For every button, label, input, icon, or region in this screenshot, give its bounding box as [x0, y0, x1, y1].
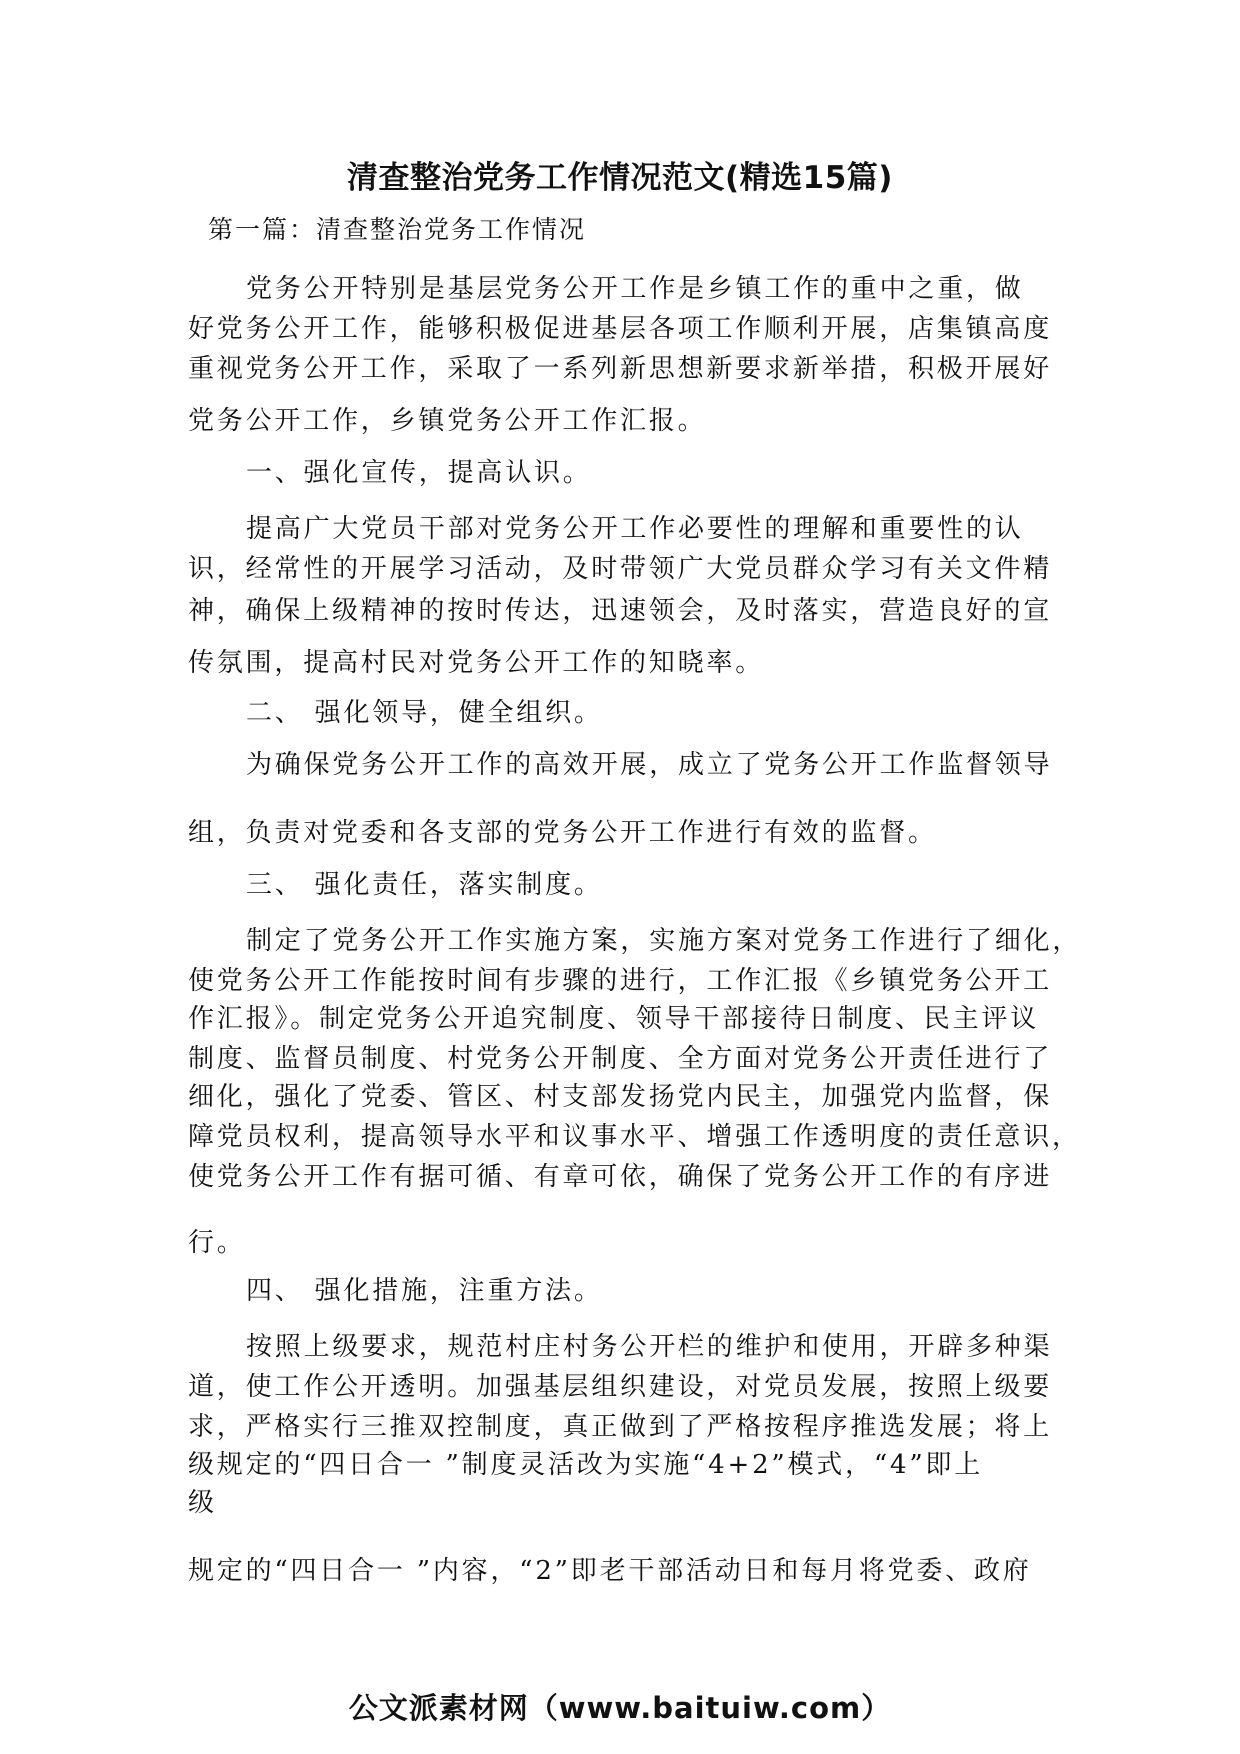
- text-line: 提高广大党员干部对党务公开工作必要性的理解和重要性的认: [246, 514, 1024, 544]
- text-line: 神，确保上级精神的按时传达，迅速领会，及时落实，营造良好的宣: [188, 596, 1053, 626]
- text-line: 规定的“四日合一 ”内容，“2”即老干部活动日和每月将党委、政府: [188, 1556, 1032, 1586]
- text-line: 障党员权利，提高领导水平和议事水平、增强工作透明度的责任意识，: [188, 1122, 1081, 1152]
- text-line: 级规定的“四日合一 ”制度灵活改为实施“4+2”模式，“4”即上: [188, 1450, 984, 1480]
- text-line: 作汇报》。制定党务公开追究制度、领导干部接待日制度、民主评议: [188, 1004, 1040, 1034]
- text-line: 组，负责对党委和各支部的党务公开工作进行有效的监督。: [188, 818, 937, 848]
- document-title: 清查整治党务工作情况范文(精选15篇): [347, 160, 893, 196]
- item-heading: 二、 强化领导，健全组织。: [246, 698, 603, 728]
- text-line: 细化，强化了党委、管区、村支部发扬党内民主，加强党内监督，保: [188, 1082, 1053, 1112]
- text-line: 制定了党务公开工作实施方案，实施方案对党务工作进行了细化，: [246, 926, 1082, 956]
- text-line: 道，使工作公开透明。加强基层组织建设，对党员发展，按照上级要: [188, 1372, 1053, 1402]
- text-line: 党务公开工作，乡镇党务公开工作汇报。: [188, 406, 707, 436]
- item-heading: 一、强化宣传，提高认识。: [246, 458, 592, 488]
- text-line: 好党务公开工作，能够积极促进基层各项工作顺利开展，店集镇高度: [188, 314, 1053, 344]
- text-line: 传氛围，提高村民对党务公开工作的知晓率。: [188, 648, 765, 678]
- item-heading: 四、 强化措施，注重方法。: [246, 1276, 603, 1306]
- footer-watermark: 公文派素材网（www.baituiw.com）: [348, 1691, 892, 1725]
- text-line: 求，严格实行三推双控制度，真正做到了严格按程序推选发展；将上: [188, 1412, 1053, 1442]
- text-line: 重视党务公开工作，采取了一系列新思想新要求新举措，积极开展好: [188, 354, 1053, 384]
- text-line: 识，经常性的开展学习活动，及时带领广大党员群众学习有关文件精: [188, 554, 1053, 584]
- item-heading: 三、 强化责任，落实制度。: [246, 870, 603, 900]
- text-line: 党务公开特别是基层党务公开工作是乡镇工作的重中之重，做: [246, 274, 1024, 304]
- section-heading: 第一篇：清查整治党务工作情况: [208, 215, 587, 244]
- text-line: 为确保党务公开工作的高效开展，成立了党务公开工作监督领导: [246, 750, 1053, 780]
- text-line: 行。: [188, 1228, 246, 1258]
- text-line: 使党务公开工作能按时间有步骤的进行，工作汇报《乡镇党务公开工: [188, 966, 1053, 996]
- text-line: 制度、监督员制度、村党务公开制度、全方面对党务公开责任进行了: [188, 1044, 1053, 1074]
- text-line: 级: [188, 1488, 217, 1518]
- text-line: 按照上级要求，规范村庄村务公开栏的维护和使用，开辟多种渠: [246, 1332, 1053, 1362]
- text-line: 使党务公开工作有据可循、有章可依，确保了党务公开工作的有序进: [188, 1162, 1053, 1192]
